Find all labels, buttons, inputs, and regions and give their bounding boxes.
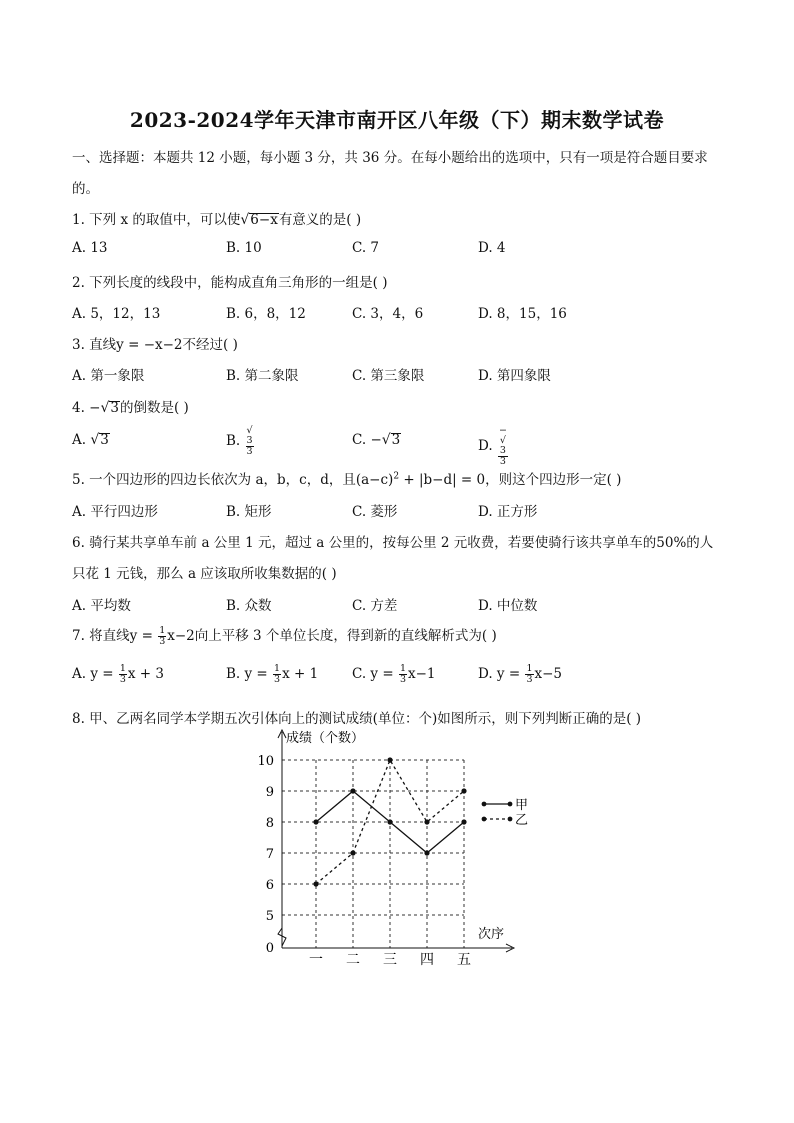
option-b[interactable] xyxy=(226,426,255,457)
option-label: C. y = xyxy=(352,666,398,682)
data-point xyxy=(350,850,355,855)
y-tick-label: 10 xyxy=(257,754,274,769)
fraction-numerator: 1 xyxy=(399,663,406,674)
data-point xyxy=(313,881,318,886)
legend-label: 乙 xyxy=(515,813,529,828)
option-c[interactable]: C. 菱形 xyxy=(352,504,398,520)
option-c[interactable] xyxy=(352,432,401,448)
option-label: B. y = xyxy=(226,666,273,682)
question-4-options xyxy=(72,425,752,467)
x-tick-label: 四 xyxy=(420,952,434,968)
option-d[interactable]: D. 8，15，16 xyxy=(478,306,567,322)
fraction-denominator: 3 xyxy=(274,674,281,685)
option-c[interactable]: C. 方差 xyxy=(352,598,398,614)
fraction-denominator: 3 xyxy=(526,674,533,685)
fraction xyxy=(498,426,508,467)
minus-sign: − xyxy=(370,432,382,448)
option-tail: x−1 xyxy=(408,666,436,682)
option-b[interactable]: B. 第二象限 xyxy=(226,368,299,384)
option-d[interactable]: D. 4 xyxy=(478,240,506,256)
data-point xyxy=(424,850,429,855)
option-label: A. y = xyxy=(72,666,118,682)
option-d[interactable]: D. 正方形 xyxy=(478,504,538,520)
option-a[interactable] xyxy=(72,664,164,685)
option-a[interactable]: A. 平行四边形 xyxy=(72,504,158,520)
option-c[interactable] xyxy=(352,664,436,685)
y-axis-title: 成绩（个数） xyxy=(286,731,365,746)
question-4 xyxy=(72,396,189,416)
x-tick-label: 一 xyxy=(309,952,323,968)
question-2: 2. 下列长度的线段中，能构成直角三角形的一组是( ) xyxy=(72,275,388,291)
fraction-denominator: 3 xyxy=(246,446,253,457)
question-7-prefix: 7. 将直线y = xyxy=(72,628,158,644)
question-4-radicand: 3 xyxy=(110,400,119,416)
sqrt-icon: √ xyxy=(90,432,100,448)
option-label: D. y = xyxy=(478,666,525,682)
question-6: 6. 骑行某共享单车前 a 公里 1 元，超过 a 公里的，按每公里 2 元收费，若要使骑行该共享单车的50%的人 xyxy=(72,535,714,551)
fraction xyxy=(525,664,533,685)
option-a[interactable] xyxy=(72,432,110,448)
data-point xyxy=(461,788,466,793)
question-6-cont: 只花 1 元钱，那么 a 应该取所收集数据的( ) xyxy=(72,566,337,582)
fraction-numerator: 1 xyxy=(526,663,533,674)
option-label: A. xyxy=(72,432,87,448)
fraction-denominator: 3 xyxy=(119,674,126,685)
option-d[interactable]: D. 中位数 xyxy=(478,598,538,614)
option-c[interactable]: C. 3，4，6 xyxy=(352,306,424,322)
option-b[interactable]: B. 10 xyxy=(226,240,262,256)
option-c[interactable]: C. 第三象限 xyxy=(352,368,425,384)
section-instructions: 一、选择题：本题共 12 小题，每小题 3 分，共 36 分。在每小题给出的选项中，只有一项是符合题目要求 xyxy=(72,150,708,166)
fraction xyxy=(158,626,166,647)
x-tick-label: 二 xyxy=(346,952,360,968)
x-tick-label: 三 xyxy=(383,952,397,968)
question-7 xyxy=(72,624,497,647)
section-instructions-cont: 的。 xyxy=(72,181,99,197)
option-label: C. xyxy=(352,432,367,448)
data-point xyxy=(387,757,392,762)
question-5 xyxy=(72,468,621,488)
fraction-numerator: √ 3 xyxy=(246,425,253,446)
option-tail: x + 3 xyxy=(127,666,165,682)
question-4-prefix: 4. − xyxy=(72,400,101,416)
fraction xyxy=(246,426,254,457)
question-4-suffix: 的倒数是( ) xyxy=(120,400,189,416)
option-label: B. xyxy=(226,433,241,449)
x-tick-label: 五 xyxy=(457,952,471,968)
y-tick-label: 9 xyxy=(265,785,274,800)
question-1-prefix: 1. 下列 x 的取值中，可以使 xyxy=(72,212,241,228)
radicand: 3 xyxy=(499,445,506,456)
fraction-numerator: − √ 3 xyxy=(498,425,507,456)
legend-marker xyxy=(482,802,487,807)
legend-marker xyxy=(482,817,487,822)
option-d[interactable] xyxy=(478,426,509,467)
fraction-numerator: 1 xyxy=(274,663,281,674)
option-label: D. xyxy=(478,438,493,454)
radicand: 3 xyxy=(391,432,401,448)
data-point xyxy=(350,788,355,793)
question-7-suffix: x−2向上平移 3 个单位长度，得到新的直线解析式为( ) xyxy=(167,628,497,644)
fraction xyxy=(399,664,407,685)
y-tick-label: 7 xyxy=(265,847,274,862)
option-a[interactable]: A. 平均数 xyxy=(72,598,131,614)
minus-sign: − xyxy=(498,425,507,436)
option-a[interactable]: A. 5，12，13 xyxy=(72,306,161,322)
option-b[interactable]: B. 矩形 xyxy=(226,504,272,520)
option-b[interactable]: B. 众数 xyxy=(226,598,272,614)
sqrt-icon: √ xyxy=(240,212,250,228)
option-tail: x + 1 xyxy=(282,666,319,682)
question-5-prefix: 5. 一个四边形的四边长依次为 a，b，c，d，且(a−c) xyxy=(72,472,394,488)
data-point xyxy=(313,819,318,824)
sqrt-icon: √ xyxy=(100,400,110,416)
y-tick-label: 6 xyxy=(265,878,274,893)
option-b[interactable] xyxy=(226,664,318,685)
page-title: 2023-2024学年天津市南开区八年级（下）期末数学试卷 xyxy=(129,108,665,132)
question-1-radicand: 6−x xyxy=(250,212,278,228)
y-tick-label: 0 xyxy=(265,941,274,956)
question-8: 8. 甲、乙两名同学本学期五次引体向上的测试成绩(单位：个)如图所示，则下列判断正确的是( ) xyxy=(72,711,642,727)
sqrt-icon: √ xyxy=(381,432,391,448)
question-1 xyxy=(72,208,361,228)
fraction-denominator: 3 xyxy=(399,674,406,685)
option-d[interactable] xyxy=(478,664,562,685)
exponent: 2 xyxy=(393,471,400,482)
legend-marker xyxy=(508,817,513,822)
fraction-denominator: 3 xyxy=(499,456,506,467)
question-1-suffix: 有意义的是( ) xyxy=(278,212,362,228)
fraction-numerator: 1 xyxy=(159,625,166,636)
radicand: 3 xyxy=(246,435,253,446)
x-axis-title: 次序 xyxy=(478,927,505,942)
data-point xyxy=(424,819,429,824)
question-3: 3. 直线y = −x−2不经过( ) xyxy=(72,337,238,353)
score-line-chart xyxy=(250,726,550,976)
fraction-numerator: 1 xyxy=(119,663,126,674)
option-tail: x−5 xyxy=(534,666,563,682)
radicand: 3 xyxy=(100,432,109,448)
option-a[interactable]: A. 第一象限 xyxy=(72,368,145,384)
fraction xyxy=(119,664,127,685)
option-a[interactable]: A. 13 xyxy=(72,240,108,256)
legend-marker xyxy=(508,802,513,807)
option-d[interactable]: D. 第四象限 xyxy=(478,368,551,384)
y-tick-label: 8 xyxy=(265,816,274,831)
y-tick-label: 5 xyxy=(265,909,274,924)
legend-label: 甲 xyxy=(515,798,529,813)
data-point xyxy=(387,819,392,824)
fraction xyxy=(273,664,281,685)
option-c[interactable]: C. 7 xyxy=(352,240,380,256)
option-b[interactable]: B. 6，8，12 xyxy=(226,306,306,322)
question-5-suffix: + |b−d| = 0，则这个四边形一定( ) xyxy=(399,472,622,488)
data-point xyxy=(461,819,466,824)
fraction-denominator: 3 xyxy=(159,636,166,647)
